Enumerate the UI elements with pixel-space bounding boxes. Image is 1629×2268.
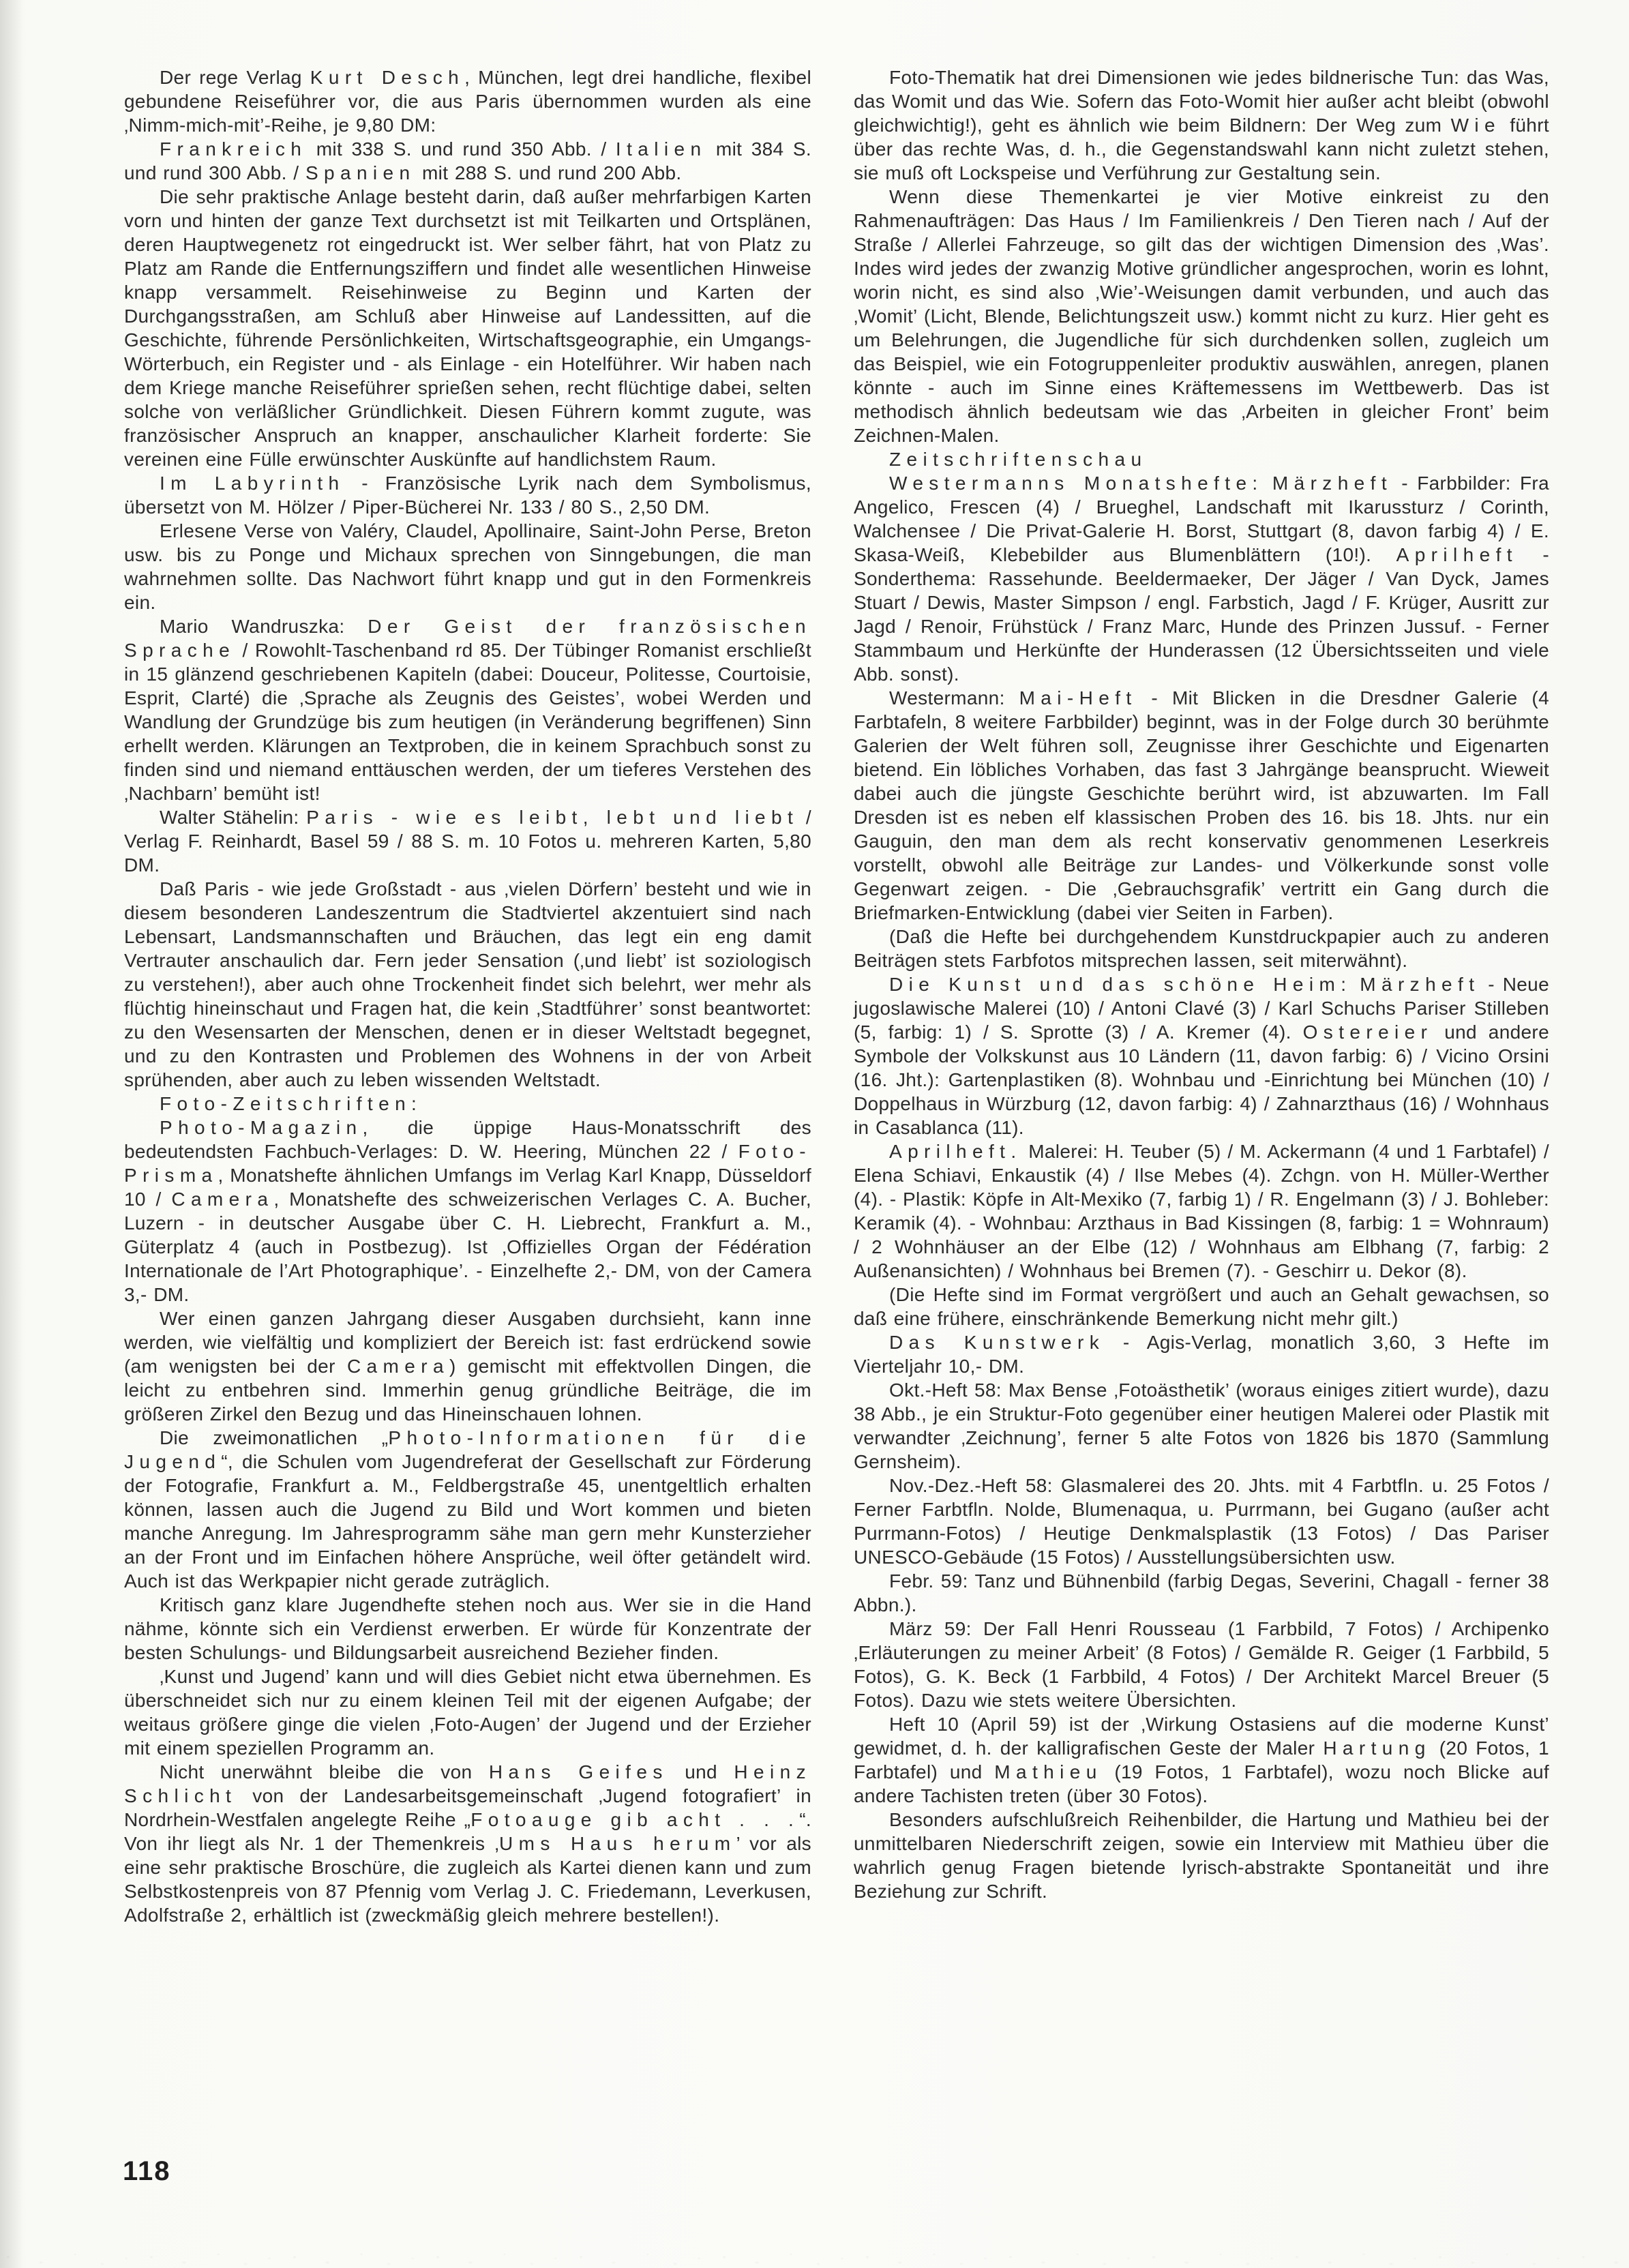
letterspaced-text: Photo-Informationen für die Jugend: [124, 1427, 811, 1472]
letterspaced-text: Hartung: [1323, 1737, 1431, 1759]
paragraph: [854, 471, 1549, 686]
text-run: - Agis-Verlag, monatlich 3,60, 3 Hefte im Vierteljahr 10,- DM.: [854, 1332, 1549, 1377]
text-run: (19 Fotos, 1 Farbtafel), wozu noch Blicke auf andere Tachisten treten (über 30 Fotos).: [854, 1761, 1549, 1806]
text-run: Okt.-Heft 58: Max Bense ‚Fotoästhetik’ (woraus einiges zitiert wurde), dazu 38 Abb., je ein Struktur-Foto gegenüber einer heutigen Malerei oder Plastik mit verwandter ‚Zeichnung’, ferner 5 alte Fotos von 1826 bis 1870 (Sammlung Gernsheim).: [854, 1379, 1549, 1472]
paragraph: [124, 65, 811, 137]
text-run: [1264, 473, 1272, 494]
text-run: Kritisch ganz klare Jugendhefte stehen noch aus. Wer sie in die Hand nähme, könnte sich ein Verdienst erwerben. Er würde für Konzentrate der besten Schulungs- und Bildungsarbeit ausreichend Bezieher finden.: [124, 1594, 811, 1663]
paragraph: [124, 137, 811, 185]
letterspaced-text: Das Kunstwerk: [889, 1332, 1105, 1353]
text-run: , München, legt drei handliche, flexibel gebundene Reiseführer vor, die aus Paris übernommen wurden als eine ‚Nimm-mich-mit’-Reihe, je 9,80 DM:: [124, 67, 811, 136]
text-run: [1351, 974, 1360, 995]
text-run: Wer einen ganzen Jahrgang dieser Ausgaben durchsieht, kann inne werden, wie vielfältig und kompliziert der Bereich ist: fast erdrückend sowie (am wenigsten bei der: [124, 1308, 811, 1377]
paragraph: [124, 471, 811, 519]
text-run: , die üppige Haus-Monatsschrift des bedeutendsten Fachbuch-Verlages: D. W. Heering, München 22 /: [124, 1117, 811, 1162]
letterspaced-text: Fotoauge gib acht . . .: [470, 1809, 800, 1830]
text-run: Erlesene Verse von Valéry, Claudel, Apollinaire, Saint-John Perse, Breton usw. bis zu Ponge und Michaux sprechen von Sinngebungen, die man wahrnehmen sollte. Das Nachwort führt knapp und gut in den Formenkreis ein.: [124, 520, 811, 613]
scan-edge-shadow: [0, 0, 23, 2268]
scan-noise: [0, 2230, 1629, 2268]
paragraph: [854, 1330, 1549, 1378]
paragraph: [124, 1426, 811, 1593]
text-run: Malerei: H. Teuber (5) / M. Ackermann (4 und 1 Farbtafel) / Elena Schiavi, Enkaustik (4) / Ilse Mebes (4). Zchgn. von H. Müller-Werther (4). - Plastik: Köpfe in Alt-Mexiko (7, farbig 1) / R. Engelmann (3) / J. Bohleber: Keramik (4). - Wohnbau: Arzthaus in Bad Kissingen (8, farbig: 1 = Wohnraum) / 2 Wohnhäuser an der Elbe (12) / Wohnhaus am Elbhang (7, farbig: 2 Außenansichten) / Wohnhaus bei Bremen (7). - Geschirr u. Dekor (8).: [854, 1141, 1549, 1281]
paragraph: [854, 1569, 1549, 1617]
letterspaced-text: Wie: [1450, 115, 1501, 136]
section-heading: [124, 1092, 811, 1116]
letterspaced-text: Frankreich: [160, 138, 308, 160]
text-run: Der rege Verlag: [160, 67, 310, 88]
paragraph: [854, 1139, 1549, 1283]
paragraph: [124, 185, 811, 471]
letterspaced-text: Ostereier: [1302, 1021, 1433, 1043]
letterspaced-text: Ums Haus herum: [499, 1833, 736, 1854]
text-run: Nicht unerwähnt bleibe die von: [160, 1761, 489, 1782]
paragraph: [854, 1283, 1549, 1330]
letterspaced-text: Foto-Zeitschriften:: [160, 1093, 423, 1114]
paragraph: [854, 1378, 1549, 1474]
text-run: (Daß die Hefte bei durchgehendem Kunstdruckpapier auch zu anderen Beiträgen stets Farbfotos mitsprechen lassen, seit miterwähnt).: [854, 926, 1549, 971]
text-run: , Monatshefte ähnlichen Umfangs im Verlag Karl Knapp, Düsseldorf 10 /: [124, 1165, 811, 1210]
paragraph: [124, 1593, 811, 1665]
text-run: Heft 10 (April 59) ist der ‚Wirkung Ostasiens auf die moderne Kunst’ gewidmet, d. h. der kalligrafischen Geste der Maler: [854, 1714, 1549, 1759]
text-run: von der Landesarbeitsgemeinschaft ‚Jugend fotografiert’ in Nordrhein-Westfalen angelegte Reihe „: [124, 1785, 811, 1830]
paragraph: [124, 519, 811, 614]
letterspaced-text: Märzheft: [1360, 974, 1480, 995]
letterspaced-text: Hans Geifes: [488, 1761, 668, 1782]
section-heading: [854, 447, 1549, 471]
right-column: [854, 65, 1549, 1903]
paragraph: [124, 1665, 811, 1760]
letterspaced-text: Zeitschriftenschau: [889, 449, 1148, 470]
letterspaced-text: Die Kunst und das schöne Heim:: [889, 974, 1352, 995]
text-run: “. Von ihr liegt als Nr. 1 der Themenkreis ‚: [124, 1809, 811, 1854]
text-run: Foto-Thematik hat drei Dimensionen wie jedes bildnerische Tun: das Was, das Womit und das Wie. Sofern das Foto-Womit hier außer acht bleibt (obwohl gleichwichtig!), geht es ähnlich wie beim Bildnern: Der Weg zum: [854, 67, 1549, 136]
letterspaced-text: Camera: [346, 1356, 449, 1377]
letterspaced-text: Heinz Schlicht: [124, 1761, 811, 1806]
text-run: und andere Symbole der Volkskunst aus 10 Ländern (11, davon farbig: 6) / Vicino Orsini (16. Jht.): Gartenplastiken (8). Wohnbau und -Einrichtung bei München (10) / Doppelhaus in Würzburg (12, davon farbig: 4) / Zahnarzthaus (16) / Wohnhaus in Casablanca (11).: [854, 1021, 1549, 1138]
text-run: / Rowohlt-Taschenband rd 85. Der Tübinger Romanist erschließt in 15 glänzend geschriebenen Kapiteln (dabei: Douceur, Politesse, Courtoisie, Esprit, Clarté) die ‚Sprache als Zeugnis des Geistes’, wobei Werden und Wandlung der Grundzüge bis zum heutigen (in Veränderung begriffenen) Sinn erhellt werden. Klärungen an Textproben, die in keinem Sprachbuch sonst zu finden sind und niemand enttäuschen werden, der um tieferes Verstehen des ‚Nachbarn’ bemüht ist!: [124, 640, 811, 804]
text-run: (Die Hefte sind im Format vergrößert und auch an Gehalt gewachsen, so daß eine frühere, einschränkende Bemerkung nicht mehr gilt.): [854, 1284, 1549, 1329]
text-run: mit 288 S. und rund 200 Abb.: [415, 162, 682, 183]
text-run: - Neue jugoslawische Malerei (10) / Antoni Clavé (3) / Karl Schuchs Pariser Stilleben (5, farbig: 1) / S. Sprotte (3) / A. Kremer (4).: [854, 974, 1549, 1043]
text-run: und: [668, 1761, 734, 1782]
text-run: - Farbbilder: Fra Angelico, Frescen (4) / Brueghel, Landschaft mit Ikarussturz / Corinth, Walchensee / Die Privat-Galerie H. Borst, Stuttgart (8, davon farbig 4) / E. Skasa-Weiß, Klebebilder aus Blumenblättern (10!).: [854, 473, 1550, 565]
left-column: [124, 65, 811, 1927]
text-run: - Französische Lyrik nach dem Symbolismus, übersetzt von M. Hölzer / Piper-Bücherei Nr. 133 / 80 S., 2,50 DM.: [124, 473, 811, 518]
letterspaced-text: Italien: [615, 138, 707, 160]
paragraph: [854, 185, 1549, 447]
text-run: Febr. 59: Tanz und Bühnenbild (farbig Degas, Severini, Chagall - ferner 38 Abbn.).: [854, 1570, 1549, 1615]
text-run: Walter Stähelin:: [160, 807, 307, 828]
letterspaced-text: Mathieu: [994, 1761, 1103, 1782]
paragraph: [854, 1617, 1549, 1712]
paragraph: [854, 1712, 1549, 1808]
text-run: Die zweimonatlichen „: [160, 1427, 389, 1448]
letterspaced-text: Im Labyrinth: [160, 473, 345, 494]
text-run: ‚Kunst und Jugend’ kann und will dies Gebiet nicht etwa übernehmen. Es überschneidet sich nur zu einem kleinen Teil mit der eigenen Aufgabe; der weitaus größere ginge die vielen ‚Foto-Augen’ der Jugend und der Erzieher mit einem speziellen Programm an.: [124, 1666, 811, 1759]
paragraph: [124, 1116, 811, 1307]
text-run: Besonders aufschlußreich Reihenbilder, die Hartung und Mathieu bei der unmittelbaren Niederschrift zeigen, sowie ein Interview mit Mathieu über die wahrlich genug Fragen bietende lyrisch-abstrakte Spontaneität und ihre Beziehung zur Schrift.: [854, 1809, 1549, 1902]
paragraph: [124, 805, 811, 877]
letterspaced-text: Camera: [171, 1189, 274, 1210]
letterspaced-text: Photo-Magazin: [160, 1117, 363, 1138]
letterspaced-text: Aprilheft: [1396, 544, 1518, 565]
text-run: “, die Schulen vom Jugendreferat der Gesellschaft zur Förderung der Fotografie, Frankfurt a. M., Feldbergstraße 45, unentgeltlich erhalten können, lassen auch die Jugend zu Bild und Wort kommen und bieten manche Anregung. Im Jahresprogramm sähe man gern mehr Kunsterzieher an der Front und im Einfachen höhere Ansprüche, weil öfter getändelt wird. Auch ist das Werkpapier nicht gerade zuträglich.: [124, 1451, 811, 1592]
paragraph: [854, 925, 1549, 972]
text-run: - Sonderthema: Rassehunde. Beeldermaeker, Der Jäger / Van Dyck, James Stuart / Dewis, Master Simpson / engl. Farbstich, Jagd / F. Krüger, Ausritt zur Jagd / Renoir, Frühstück / Franz Marc, Hunde des Prinzen Jussuf. - Ferner Stammbaum und Herkünfte der Hunderassen (12 Übersichtsseiten und viele Abb. sonst).: [854, 544, 1549, 685]
text-run: März 59: Der Fall Henri Rousseau (1 Farbbild, 7 Fotos) / Archipenko ‚Erläuterungen zu meiner Arbeit’ (8 Fotos) / Gemälde R. Geiger (1 Farbbild, 5 Fotos), G. K. Beck (1 Farbbild, 4 Fotos) / Der Architekt Marcel Breuer (5 Fotos). Dazu wie stets weitere Übersichten.: [854, 1618, 1549, 1711]
paragraph: [854, 686, 1549, 925]
text-run: mit 384 S. und rund 300 Abb. /: [124, 138, 812, 183]
text-run: ’ vor als eine sehr praktische Broschüre, die zugleich als Kartei dienen kann und zum Selbstkostenpreis von 87 Pfennig vom Verlag J. C. Friedemann, Leverkusen, Adolfstraße 2, erhältlich ist (zweckmäßig gleich mehrere bestellen!).: [124, 1833, 811, 1926]
text-run: Westermann:: [889, 687, 1019, 708]
letterspaced-text: Foto-Prisma: [124, 1141, 811, 1186]
paragraph: [124, 1760, 811, 1927]
paragraph: [124, 614, 811, 805]
letterspaced-text: Aprilheft.: [889, 1141, 1022, 1162]
letterspaced-text: Spanien: [305, 162, 416, 183]
letterspaced-text: Kurt Desch: [310, 67, 465, 88]
letterspaced-text: Mai-Heft: [1019, 687, 1137, 708]
letterspaced-text: Der Geist der französischen Sprache: [124, 616, 811, 661]
text-run: / Verlag F. Reinhardt, Basel 59 / 88 S. m. 10 Fotos u. mehreren Karten, 5,80 DM.: [124, 807, 811, 876]
text-run: Mario Wandruszka:: [160, 616, 368, 637]
text-run: Daß Paris - wie jede Großstadt - aus ‚vielen Dörfern’ besteht und wie in diesem besonderen Landeszentrum die Stadtviertel akzentuiert sind nach Lebensart, Landsmannschaften und Bräuchen, das legt ein eng damit Vertrauter anschaulich dar. Fern jeder Sensation (‚und liebt’ ist soziologisch zu verstehen!), aber auch ohne Trockenheit findet sich belehrt, wer mehr als flüchtig hineinschaut und Fragen hat, die kein ‚Stadtführer’ sonst beantwortet: zu den Wesensarten der Menschen, denen er in dieser Weltstadt begegnet, und zu den Kontrasten und Problemen des Wohnens in der von Arbeit sprühenden, aber auch zu leben wissenden Weltstadt.: [124, 878, 811, 1090]
paragraph: [124, 877, 811, 1092]
paragraph: [854, 1474, 1549, 1569]
text-run: Nov.-Dez.-Heft 58: Glasmalerei des 20. Jhts. mit 4 Farbtfln. u. 25 Fotos / Ferner Farbtfln. Nolde, Blumenaqua, u. Purrmann, bei Gugano (außer acht Purrmann-Fotos) / Heutige Denkmalsplastik (13 Fotos) / Das Pariser UNESCO-Gebäude (15 Fotos) / Ausstellungsübersichten usw.: [854, 1475, 1549, 1568]
text-run: Wenn diese Themenkartei je vier Motive einkreist zu den Rahmenaufträgen: Das Haus / Im Familienkreis / Den Tieren nach / Auf der Straße / Allerlei Fahrzeuge, so gilt das der wichtigen Dimension des ‚Was’. Indes wird jedes der zwanzig Motive gründlicher angesprochen, worin es lohnt, worin nicht, es sind also ‚Wie’-Weisungen damit verbunden, und auch das ‚Womit’ (Licht, Blende, Belichtungszeit usw.) kommt nicht zu kurz. Hier geht es um Belehrungen, die Jugendliche für sich durchdenken sollen, zugleich um das Beispiel, wie ein Fotogruppenleiter produktiv auswählen, anregen, planen könnte - auch im Sinne eines Kräftemessens im Wettbewerb. Das ist methodisch ähnlich bedeutsam wie das ‚Arbeiten in gleicher Front’ beim Zeichnen-Malen.: [854, 186, 1549, 446]
paragraph: [854, 972, 1549, 1139]
letterspaced-text: Westermanns Monatshefte:: [889, 473, 1264, 494]
paragraph: [124, 1307, 811, 1426]
letterspaced-text: Paris - wie es leibt, lebt und liebt: [306, 807, 799, 828]
text-run: , Monatshefte des schweizerischen Verlages C. A. Bucher, Luzern - in deutscher Ausgabe über C. H. Liebrecht, Frankfurt a. M., Güterplatz 4 (auch in Postbezug). Ist ‚Offizielles Organ der Fédération Internationale de l’Art Photographique’. - Einzelhefte 2,- DM, von der Camera 3,- DM.: [124, 1189, 811, 1305]
text-run: mit 338 S. und rund 350 Abb. /: [307, 138, 616, 160]
text-run: führt über das rechte Was, d. h., die Gegenstandswahl kann nicht zuletzt stehen, sie muß oft Lockspeise und Verführung zur Gestaltung sein.: [854, 115, 1549, 183]
text-run: Die sehr praktische Anlage besteht darin, daß außer mehrfarbigen Karten vorn und hinten der ganze Text durchsetzt ist mit Teilkarten und Ortsplänen, deren Hauptwegenetz rot eingedruckt ist. Wer selber fährt, hat von Platz zu Platz am Rande die Entfernungsziffern und findet alle wesentlichen Hinweise knapp versammelt. Reisehinweise zu Beginn und Karten der Durchgangsstraßen, am Schluß aber Hinweise auf Landessitten, auf die Geschichte, führende Persönlichkeiten, Wirtschaftsgeographie, ein Umgangs-Wörterbuch, ein Register und - als Einlage - ein Hotelführer. Wir haben nach dem Kriege manche Reiseführer sprießen sehen, recht flüchtige dabei, selten solche von verläßlicher Gründlichkeit. Diesen Führern kommt zugute, was französischer Anspruch an knapper, anschaulicher Klarheit forderte: Sie vereinen eine Fülle erwünschter Auskünfte auf handlichstem Raum.: [124, 186, 811, 470]
text-run: (20 Fotos, 1 Farbtafel) und: [854, 1737, 1549, 1782]
paragraph: [854, 1808, 1549, 1903]
text-run: - Mit Blicken in die Dresdner Galerie (4 Farbtafeln, 8 weitere Farbbilder) beginnt, was in der Folge durch 30 berühmte Galerien der Welt führen soll, Zeugnisse ihrer Geschichte und Eigenarten bietend. Ein löbliches Vorhaben, das fast 3 Jahrgänge beansprucht. Wieweit dabei auch die jüngste Geschichte berührt wird, ist abzuwarten. Im Fall Dresden ist es neben elf klassischen Proben des 16. bis 18. Jhts. nur ein Gauguin, den man dem als recht konservativ genommenen Leserkreis vorstellt, obwohl alle Beiträge zur Landes- und Völkerkunde sonst volle Gegenwart zeigen. - Die ‚Gebrauchsgrafik’ vertritt ein Gang durch die Briefmarken-Entwicklung (dabei vier Seiten in Farben).: [854, 687, 1549, 923]
page-number: 118: [123, 2156, 171, 2186]
text-run: ) gemischt mit effektvollen Dingen, die leicht zu entbehren sind. Immerhin genug gründliche Beiträge, die im größeren Zirkel den Bezug und das Hineinschauen lohnen.: [124, 1356, 811, 1424]
letterspaced-text: Märzheft: [1272, 473, 1393, 494]
paragraph: [854, 65, 1549, 185]
